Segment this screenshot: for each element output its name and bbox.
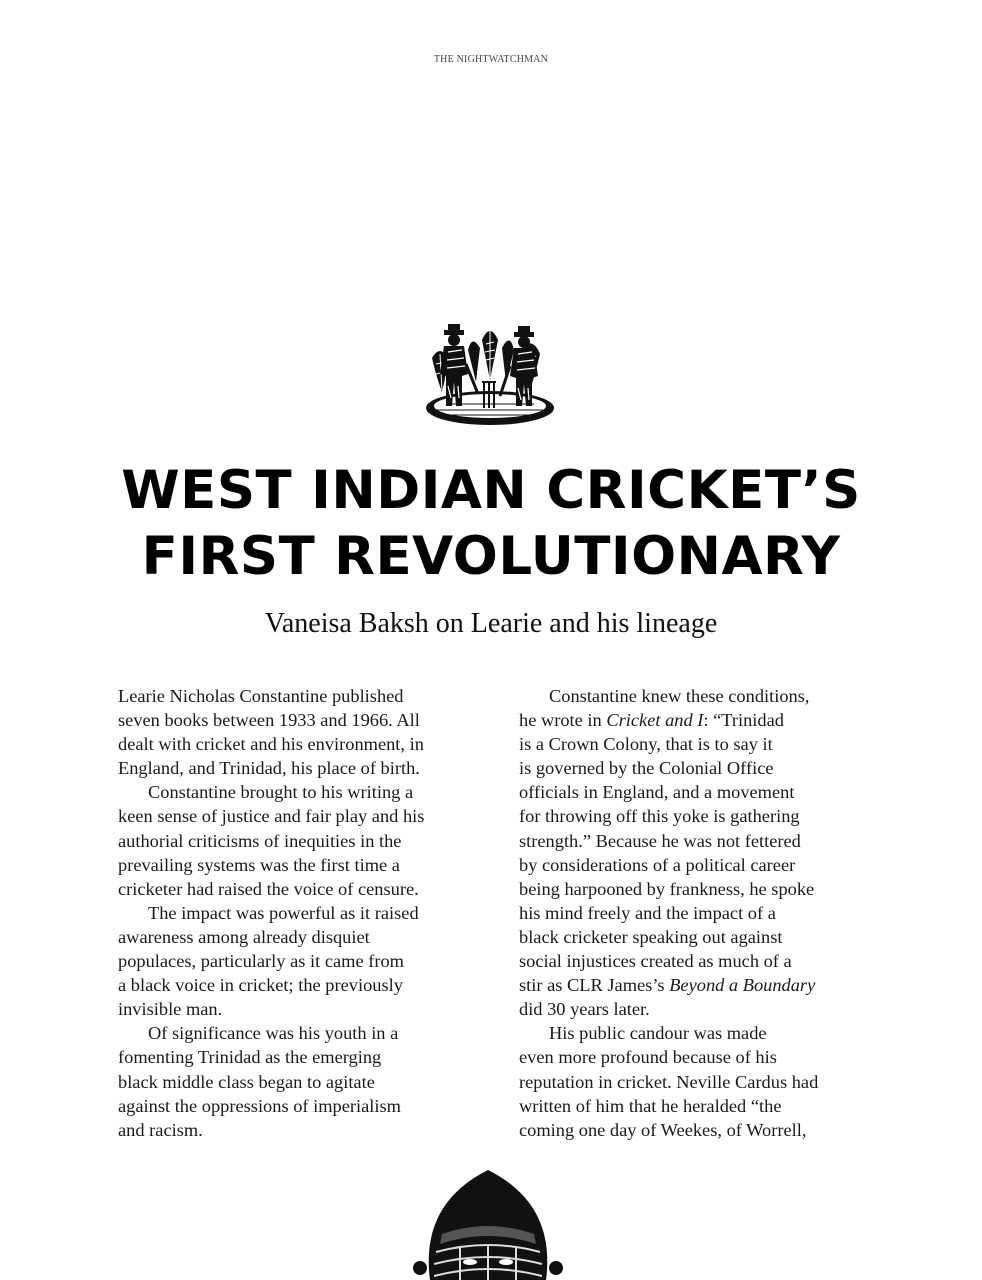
text-line: Constantine brought to his writing a xyxy=(148,782,414,803)
article-title xyxy=(0,458,982,590)
text-line: a black voice in cricket; the previously xyxy=(118,975,403,996)
article-subtitle: Vaneisa Baksh on Learie and his lineage xyxy=(264,608,718,639)
batsman-helmet-portrait-icon xyxy=(390,1164,586,1280)
text-line: Of significance was his youth in a xyxy=(148,1023,399,1044)
text-line: England, and Trinidad, his place of birth. xyxy=(118,758,420,779)
text-line: written of him that he heralded “the xyxy=(519,1095,782,1116)
text-line: officials in England, and a movement xyxy=(519,782,795,803)
text-line: invisible man. xyxy=(118,999,223,1020)
text-line: Learie Nicholas Constantine published xyxy=(118,686,404,706)
text-line: His public candour was made xyxy=(549,1023,767,1044)
text-line: social injustices created as much of a xyxy=(519,951,792,972)
cricket-woodcut-icon xyxy=(422,320,558,430)
text-line: authorial criticisms of inequities in the xyxy=(118,830,402,851)
text-line: being harpooned by frankness, he spoke xyxy=(519,878,815,899)
paragraph xyxy=(118,1021,468,1141)
text-line: Constantine knew these conditions, xyxy=(549,686,810,706)
title-line-1: WEST INDIAN CRICKET’S xyxy=(121,460,861,521)
text-line: keen sense of justice and fair play and his xyxy=(118,806,425,827)
text-line: for throwing off this yoke is gathering xyxy=(519,806,800,827)
text-line: The impact was powerful as it raised xyxy=(148,902,419,923)
text-line: is governed by the Colonial Office xyxy=(519,758,774,779)
body-column-left xyxy=(118,684,468,1142)
body-column-right xyxy=(519,684,869,1142)
text-fragment: he wrote in xyxy=(519,710,607,731)
text-line: fomenting Trinidad as the emerging xyxy=(118,1047,382,1068)
book-title: Cricket and I xyxy=(606,710,704,731)
text-line: against the oppressions of imperialism xyxy=(118,1095,401,1116)
text-line: by considerations of a political career xyxy=(519,854,796,875)
text-line: black cricketer speaking out against xyxy=(519,926,783,947)
text-line: coming one day of Weekes, of Worrell, xyxy=(519,1119,807,1140)
paragraph xyxy=(519,1021,869,1141)
text-line: reputation in cricket. Neville Cardus had xyxy=(519,1071,819,1092)
text-line: awareness among already disquiet xyxy=(118,926,370,947)
text-line: dealt with cricket and his environment, in xyxy=(118,734,424,755)
paragraph xyxy=(118,684,468,780)
text-fragment: stir as CLR James’s xyxy=(519,975,670,996)
text-line: seven books between 1933 and 1966. All xyxy=(118,710,420,731)
text-line: prevailing systems was the first time a xyxy=(118,854,400,875)
text-line xyxy=(519,973,869,997)
book-title: Beyond a Boundary xyxy=(669,975,816,996)
text-line xyxy=(519,708,869,732)
text-line: and racism. xyxy=(118,1119,203,1140)
text-fragment: : “Trinidad xyxy=(703,710,784,731)
text-line: strength.” Because he was not fettered xyxy=(519,830,801,851)
title-line-2: FIRST REVOLUTIONARY xyxy=(141,526,841,587)
text-line: even more profound because of his xyxy=(519,1047,777,1068)
text-line: populaces, particularly as it came from xyxy=(118,951,404,972)
running-head: THE NIGHTWATCHMAN xyxy=(433,54,549,65)
paragraph xyxy=(118,901,468,1021)
text-line: black middle class began to agitate xyxy=(118,1071,375,1092)
text-line: did 30 years later. xyxy=(519,999,650,1020)
text-line: is a Crown Colony, that is to say it xyxy=(519,734,773,755)
text-line: his mind freely and the impact of a xyxy=(519,902,776,923)
text-line: cricketer had raised the voice of censure. xyxy=(118,878,419,899)
paragraph xyxy=(519,684,869,1021)
paragraph xyxy=(118,780,468,900)
